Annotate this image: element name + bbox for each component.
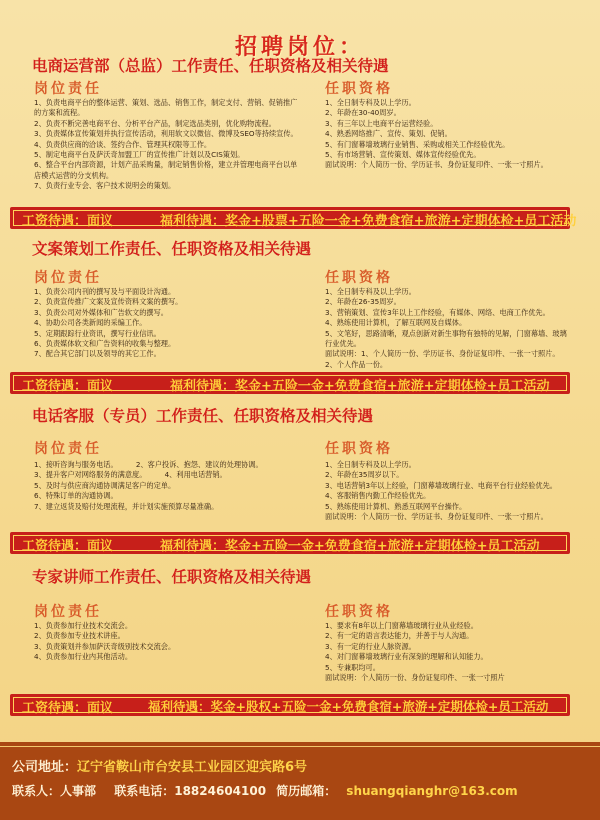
- phone-label: 联系电话：: [114, 784, 175, 798]
- list-item: 1、全日制专科及以上学历。: [325, 460, 416, 469]
- list-item: 2、负责宣传推广文案及宣传资料文案的撰写。: [34, 297, 183, 307]
- requirements-list: [325, 460, 570, 522]
- list-item: 4、负责供应商的洽谈、签约合作、管理其权限等工作。: [34, 139, 212, 149]
- email-label: 简历邮箱：: [276, 784, 337, 798]
- list-item: 面试说明：个人简历一份、身份证复印件、一张一寸照片: [325, 673, 505, 683]
- list-item: 4、客服销售内勤工作经验优先。: [325, 491, 431, 501]
- column-headings: [32, 78, 572, 98]
- section-customer-service: [32, 404, 572, 522]
- list-item: 1、负责参加行业技术交流会。: [34, 621, 133, 630]
- list-item: 5、文笔好，思路清晰，观点创新对新生事物有独特的见解，门窗幕墙、玻璃行业优先。: [325, 328, 567, 349]
- requirements-heading: 任职资格: [325, 81, 393, 97]
- list-item: 3、电话营销3年以上经验，门窗幕墙玻璃行业、电商平台行业经验优先。: [325, 480, 557, 490]
- list-item: 3、有三年以上电商平台运营经验。: [325, 118, 438, 128]
- duties-list: [34, 460, 304, 512]
- list-item: 4、熟悉网络推广、宣传、策划、促销。: [325, 129, 452, 139]
- list-item: 面试说明：个人简历一份、学历证书、身份证复印件、一张一寸照片。: [325, 160, 548, 170]
- list-item: 1、负责电商平台的整体运营、策划、选品、销售工作，制定支付、营销、促销推广的方案和流程。: [34, 98, 298, 118]
- section-heading: 电话客服（专员）工作责任、任职资格及相关待遇: [32, 407, 374, 425]
- salary-text: 工资待遇：面议: [22, 539, 114, 554]
- list-item: 5、熟练使用计算机、熟悉互联网平台操作。: [325, 501, 467, 511]
- column-headings: [32, 601, 572, 621]
- duties-list: [34, 98, 304, 192]
- list-item: 面试说明：1、个人简历一份、学历证书、身份证复印件、一张一寸照片。2、个人作品一份。: [325, 349, 560, 369]
- section-heading: 专家讲师工作责任、任职资格及相关待遇: [32, 568, 312, 586]
- list-item: 1、负责公司内刊的撰写及与平面设计沟通。: [34, 287, 176, 296]
- list-item: 1、要求有8年以上门窗幕墙玻璃行业从业经验。: [325, 621, 478, 630]
- duties-heading: 岗位责任: [34, 441, 102, 457]
- address-label: 公司地址：: [12, 760, 78, 775]
- list-item: 3、提升客户对网络服务的满意度。 4、利用电话营销。: [34, 470, 227, 480]
- requirements-heading: 任职资格: [325, 270, 393, 286]
- contact-line: [12, 782, 518, 799]
- list-item: 6、整合平台内部资源，计划产品采购量，制定销售价格，建立并管理电商平台以单店模式运营的分支机构。: [34, 160, 298, 180]
- list-item: 7、负责行业专会、客户技术说明会的策划。: [34, 181, 176, 191]
- benefits-bar: [10, 694, 570, 716]
- benefits-bar: [10, 532, 570, 554]
- list-item: 2、负责参加专业技术讲座。: [34, 631, 125, 641]
- list-item: 面试说明：个人简历一份、学历证书、身份证复印件、一张一寸照片。: [325, 512, 548, 522]
- duties-heading: 岗位责任: [34, 81, 102, 97]
- list-item: 3、营销策划、宣传3年以上工作经验，有媒体、网络、电商工作优先。: [325, 307, 550, 317]
- requirements-heading: 任职资格: [325, 604, 393, 620]
- list-item: 2、年龄在26-35周岁。: [325, 297, 401, 307]
- requirements-list: [325, 287, 570, 370]
- list-item: 3、负责公司对外媒体和广告软文的撰写。: [34, 307, 168, 317]
- contact-value: 人事部: [60, 784, 97, 798]
- list-item: 5、有市场营销、宣传策划、媒体宣传经验优先。: [325, 150, 481, 160]
- benefits-text: 福利待遇：奖金+股权+五险一金+免费食宿+旅游+定期体检+员工活动: [148, 699, 549, 714]
- requirements-list: [325, 621, 570, 683]
- list-item: 3、负责媒体宣传策划并执行宣传活动，利用软文以微信、微博及SEO等持续宣传。: [34, 129, 298, 139]
- phone-value: 18824604100: [174, 784, 267, 798]
- list-item: 2、年龄在30-40周岁。: [325, 108, 401, 118]
- list-item: 4、熟练使用计算机，了解互联网及自媒体。: [325, 318, 467, 328]
- duties-list: [34, 621, 304, 663]
- list-item: 5、制定电商平台及萨沃奇加盟工厂的宣传推广计划以及CIS策划。: [34, 150, 245, 160]
- column-headings: [32, 438, 572, 458]
- section-copywriter: [32, 237, 572, 369]
- list-item: 2、年龄在35周岁以下。: [325, 470, 404, 480]
- salary-text: 工资待遇：面议: [22, 701, 114, 716]
- section-expert-lecturer: [32, 565, 572, 690]
- list-item: 5、有门窗幕墙玻璃行业销售、采购或相关工作经验优先。: [325, 139, 510, 149]
- list-item: 4、对门窗幕墙玻璃行业有深刻的理解和认知能力。: [325, 652, 488, 662]
- duties-heading: 岗位责任: [34, 270, 102, 286]
- list-item: 6、特殊订单的沟通协调。: [34, 491, 118, 501]
- column-headings: [32, 267, 572, 287]
- duties-list: [34, 287, 304, 360]
- email-value: shuangqianghr@163.com: [346, 784, 518, 798]
- benefits-text: 福利待遇：奖金+五险一金+免费食宿+旅游+定期体检+员工活动: [160, 539, 540, 554]
- address-line: [12, 756, 307, 775]
- list-item: 4、负责参加行业内其他活动。: [34, 652, 133, 662]
- list-item: 3、负责策划并参加萨沃奇级别技术交流会。: [34, 641, 176, 651]
- page-title: 招聘岗位：: [234, 35, 365, 60]
- list-item: 2、有一定的语言表达能力，并善于与人沟通。: [325, 631, 474, 641]
- duties-heading: 岗位责任: [34, 604, 102, 620]
- list-item: 6、负责媒体软文和广告资料的收集与整理。: [34, 339, 176, 349]
- contact-label: 联系人：: [12, 784, 61, 798]
- list-item: 5、专兼职均可。: [325, 662, 380, 672]
- benefits-bar: [10, 372, 570, 394]
- section-ecommerce-director: [32, 54, 572, 199]
- list-item: 7、配合其它部门以及领导的其它工作。: [34, 349, 161, 359]
- requirements-list: [325, 98, 570, 171]
- salary-text: 工资待遇：面议: [22, 379, 114, 394]
- list-item: 4、协助公司各类新闻的采编工作。: [34, 318, 147, 328]
- list-item: 5、定期跟踪行业资讯，撰写行业信讯。: [34, 328, 161, 338]
- address-value: 辽宁省鞍山市台安县工业园区迎宾路6号: [77, 760, 308, 775]
- list-item: 1、全日制专科及以上学历。: [325, 98, 416, 107]
- list-item: 1、接听咨询与服务电话。 2、客户投诉、抱怨、建议的处理协调。: [34, 460, 263, 469]
- salary-text: 工资待遇：面议: [22, 214, 114, 229]
- benefits-bar: [10, 207, 577, 229]
- benefits-text: 福利待遇：奖金+股票+五险一金+免费食宿+旅游+定期体检+员工活动: [160, 214, 577, 229]
- benefits-text: 福利待遇：奖金+五险一金+免费食宿+旅游+定期体检+员工活动: [170, 379, 550, 394]
- footer-stripe: [0, 746, 600, 747]
- list-item: 2、负责不断完善电商平台、分析平台产品，制定选品类别，优化购物流程。: [34, 118, 276, 128]
- list-item: 7、建立返货及赔付处理流程，并计划实施预算尽量准确。: [34, 501, 219, 511]
- contact-footer: [0, 742, 600, 820]
- list-item: 1、全日制专科及以上学历。: [325, 287, 416, 296]
- section-heading: 文案策划工作责任、任职资格及相关待遇: [32, 240, 312, 258]
- list-item: 5、及时与供应商沟通协调满足客户的定单。: [34, 480, 176, 490]
- section-heading: 电商运营部（总监）工作责任、任职资格及相关待遇: [32, 57, 389, 75]
- list-item: 3、有一定的行业人脉资源。: [325, 641, 416, 651]
- requirements-heading: 任职资格: [325, 441, 393, 457]
